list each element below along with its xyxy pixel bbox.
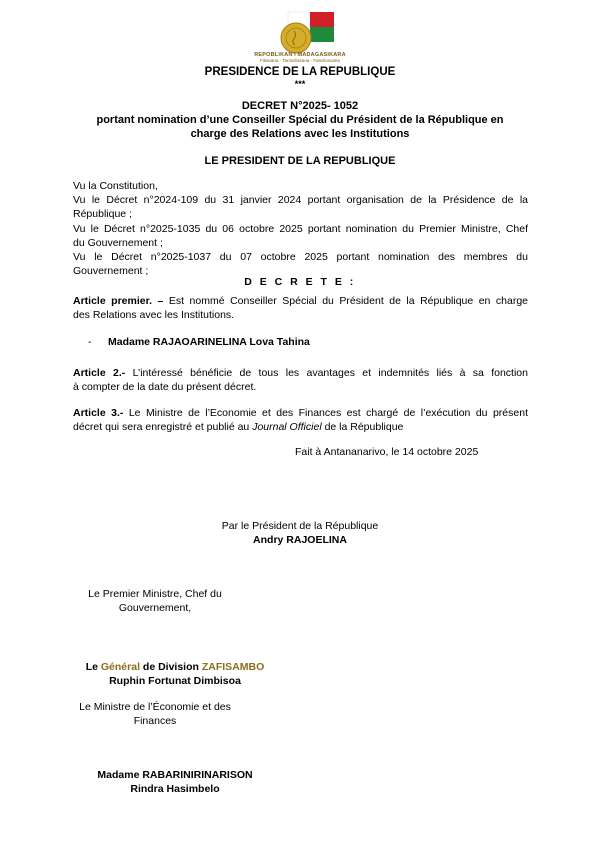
article-label: Article 3.- <box>73 407 124 419</box>
minister-title: Finances <box>133 715 177 727</box>
issuer-heading: LE PRESIDENT DE LA REPUBLIQUE <box>204 155 396 167</box>
prime-minister-name-block: Le Général de Division ZAFISAMBO Ruphin Fortunat Dimbisoa <box>60 660 290 688</box>
minister-name-block <box>60 768 290 796</box>
president-intro: Par le Président de la République <box>221 520 379 532</box>
visa-line: République ; <box>73 208 132 221</box>
president-signature-block <box>190 519 410 547</box>
article-label: Article premier. – <box>73 295 164 307</box>
gold-seal-icon <box>281 23 311 53</box>
emblem-motto: Fitiavana - Tanindrazana - Fandrosoana <box>260 58 340 63</box>
visa-line: Vu la Constitution, <box>73 180 158 192</box>
emblem-name: REPOBLIKAN'I MADAGASIKARA <box>254 52 346 58</box>
fait-a-date: Fait à Antananarivo, le 14 octobre 2025 <box>295 446 479 458</box>
visa-line: Gouvernement ; <box>73 265 149 278</box>
article-text: à compter de la date du présent décret. <box>73 381 257 394</box>
decret-number: DECRET N°2025- 1052 <box>241 100 359 112</box>
visa-line: Vu le Décret n°2025-1037 du 07 octobre 2025 portant nomination des membres du <box>73 251 528 264</box>
article-text: L’intéressé bénéficie de tous les avantages et indemnités liés à sa fonction <box>125 367 528 379</box>
prime-minister-title-block <box>80 587 230 615</box>
flag-green-band <box>310 27 334 42</box>
article-text: décret qui sera enregistré et publié au <box>73 421 253 434</box>
decrete-heading: D E C R E T E : <box>244 276 356 288</box>
minister-name: Madame RABARINIRINARISON <box>97 769 253 781</box>
decret-subject-line1: portant nomination d’une Conseiller Spécial du Président de la République en <box>96 114 504 126</box>
decret-subject-line2: charge des Relations avec les Institutions <box>190 128 410 140</box>
pm-name: Ruphin Fortunat Dimbisoa <box>109 675 241 687</box>
heading-stars: *** <box>294 79 306 89</box>
article-text: Est nommé Conseiller Spécial du Président de la République en charge <box>163 295 528 307</box>
president-name: Andry RAJOELINA <box>253 534 347 546</box>
nominee-name: Madame RAJAOARINELINA Lova Tahina <box>108 336 310 348</box>
visa-line: du Gouvernement ; <box>73 236 163 249</box>
article-3 <box>73 406 528 434</box>
list-dash: - <box>88 336 92 348</box>
article-text: des Relations avec les Institutions. <box>73 309 235 322</box>
visa-line: Vu le Décret n°2024-109 du 31 janvier 2024 portant organisation de la Présidence de la <box>73 194 528 207</box>
pm-title: Gouvernement, <box>118 602 192 614</box>
article-text: Le Ministre de l’Economie et des Finances est chargé de l’exécution du présent <box>123 407 528 419</box>
pm-title: Le Premier Ministre, Chef du <box>88 588 222 600</box>
flag-red-band <box>310 12 334 27</box>
minister-name: Rindra Hasimbelo <box>130 783 220 795</box>
journal-officiel: Journal Officiel <box>252 421 322 434</box>
minister-title-block <box>75 700 235 728</box>
article-2 <box>73 366 528 394</box>
article-premier <box>73 294 528 322</box>
article-text: de la République <box>321 421 404 434</box>
minister-title: Le Ministre de l’Économie et des <box>79 701 231 713</box>
visas-block <box>73 179 528 278</box>
presidence-heading: PRESIDENCE DE LA REPUBLIQUE <box>204 66 396 78</box>
visa-line: Vu le Décret n°2025-1035 du 06 octobre 2025 portant nomination du Premier Ministre, Chef <box>73 222 528 235</box>
article-label: Article 2.- <box>73 367 126 379</box>
